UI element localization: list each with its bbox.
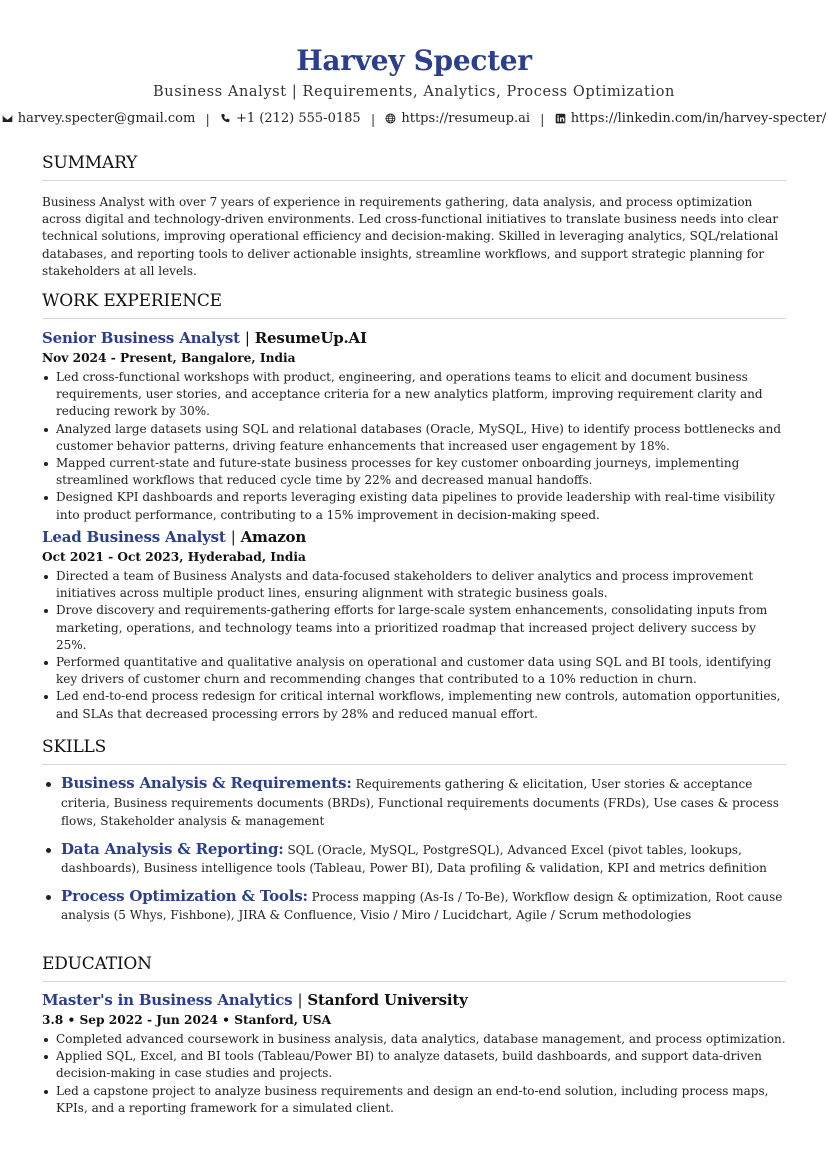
- list-item: Applied SQL, Excel, and BI tools (Tableau/Power BI) to analyze datasets, build dashboards, and support data-driven decision-making in case studies and projects.: [42, 1048, 786, 1082]
- list-item: Led a capstone project to analyze business requirements and design an end-to-end solution, including process maps, KPIs, and a reporting framework for a simulated client.: [42, 1083, 786, 1117]
- list-item: Mapped current-state and future-state business processes for key customer onboarding journeys, implementing streamlined workflows that reduced cycle time by 22% and decreased manual handoffs.: [42, 455, 786, 489]
- list-item: Designed KPI dashboards and reports leveraging existing data pipelines to provide leadership with real-time visibility into product performance, contributing to a 15% improvement in decision-making speed.: [42, 489, 786, 523]
- linkedin-text: https://linkedin.com/in/harvey-specter/: [570, 111, 827, 126]
- skill-item: [42, 774, 786, 831]
- degree-line: [42, 991, 786, 1009]
- degree-separator: |: [297, 991, 303, 1009]
- list-item: Led end-to-end process redesign for critical internal workflows, implementing new controls, automation opportunities, and SLAs that decreased processing errors by 28% and reduced manual effort.: [42, 688, 786, 722]
- phone-text: +1 (212) 555-0185: [235, 111, 361, 126]
- email-text: harvey.specter@gmail.com: [17, 111, 196, 126]
- website-text: https://resumeup.ai: [401, 111, 531, 126]
- job-role: Senior Business Analyst: [42, 329, 240, 347]
- job-entry: [42, 528, 786, 723]
- skill-detail: Requirements gathering & elicitation, User stories & acceptance criteria, Business requirements documents (BRDs), Functional requirements documents (FRDs), Use cases & process flows, Stakeholder analysis & management: [61, 777, 779, 828]
- education-meta: 3.8 • Sep 2022 - Jun 2024 • Stanford, USA: [42, 1013, 332, 1027]
- contact-separator: |: [205, 113, 210, 128]
- skill-detail: Process mapping (As-Is / To-Be), Workflow design & optimization, Root cause analysis (5 Whys, Fishbone), JIRA & Confluence, Visio / Miro / Lucidchart, Agile / Scrum methodologies: [61, 889, 783, 922]
- degree-name: Master's in Business Analytics: [42, 991, 293, 1009]
- job-company: ResumeUp.AI: [254, 329, 367, 347]
- skill-detail: SQL (Oracle, MySQL, PostgreSQL), Advanced Excel (pivot tables, lookups, dashboards), Business intelligence tools (Tableau, Power BI), Data profiling & validation, KPI and metrics definition: [61, 842, 767, 875]
- candidate-name: Harvey Specter: [296, 44, 532, 77]
- job-entry: [42, 329, 786, 524]
- skill-item: [42, 887, 786, 925]
- contact-separator: |: [540, 113, 545, 128]
- contact-linkedin[interactable]: [555, 111, 827, 126]
- section-title-experience: WORK EXPERIENCE: [42, 291, 786, 319]
- job-title-line: [42, 528, 786, 546]
- list-item: Performed quantitative and qualitative analysis on operational and customer data using SQL and BI tools, identifying key drivers of customer churn and recommending changes that contributed to a 10% reduction in churn.: [42, 654, 786, 688]
- contact-separator: |: [370, 113, 376, 128]
- job-meta: Oct 2021 - Oct 2023, Hyderabad, India: [42, 550, 306, 564]
- job-bullets: [42, 568, 786, 723]
- education-entry: [42, 991, 786, 1117]
- skills-list: [42, 774, 786, 934]
- list-item: Drove discovery and requirements-gathering efforts for large-scale system enhancements, consolidating inputs from marketing, operations, and technology teams into a prioritized roadmap that increased project delivery success by 25%.: [42, 602, 786, 654]
- job-title-line: [42, 329, 786, 347]
- contact-website[interactable]: [385, 111, 530, 126]
- globe-icon: [385, 113, 396, 124]
- job-bullets: [42, 369, 786, 524]
- job-separator: |: [230, 528, 236, 546]
- education-bullets: [42, 1031, 786, 1117]
- section-title-education: EDUCATION: [42, 954, 786, 982]
- school-name: Stanford University: [307, 991, 468, 1009]
- contact-phone[interactable]: [220, 111, 361, 126]
- list-item: Directed a team of Business Analysts and data-focused stakeholders to deliver analytics and process improvement initiatives across multiple product lines, ensuring alignment with strategic business goals.: [42, 568, 786, 602]
- skill-category: Process Optimization & Tools:: [61, 886, 308, 905]
- section-title-summary: SUMMARY: [42, 153, 786, 181]
- skill-item: [42, 840, 786, 878]
- linkedin-icon: [555, 113, 566, 124]
- job-company: Amazon: [240, 528, 307, 546]
- job-role: Lead Business Analyst: [42, 528, 226, 546]
- skill-category: Business Analysis & Requirements:: [61, 774, 352, 792]
- contact-email[interactable]: [2, 111, 196, 126]
- summary-text: Business Analyst with over 7 years of experience in requirements gathering, data analysis, and process optimization across digital and technology-driven environments. Led cross-functional initiatives to translate business needs into clear technical solutions, improving operational efficiency and decision-making. Skilled in leveraging analytics, SQL/relational databases, and reporting tools to deliver actionable insights, streamline workflows, and support strategic planning for stakeholders at all levels.: [42, 195, 779, 278]
- section-title-skills: SKILLS: [42, 737, 786, 765]
- list-item: Analyzed large datasets using SQL and relational databases (Oracle, MySQL, Hive) to identify process bottlenecks and customer behavior patterns, driving feature enhancements that increased user engagement by 18%.: [42, 421, 786, 455]
- phone-icon: [220, 113, 231, 124]
- envelope-icon: [2, 113, 13, 124]
- candidate-tagline: Business Analyst | Requirements, Analytics, Process Optimization: [153, 84, 675, 100]
- job-meta: Nov 2024 - Present, Bangalore, India: [42, 351, 296, 365]
- job-separator: |: [244, 329, 250, 347]
- skill-category: Data Analysis & Reporting:: [61, 839, 284, 858]
- list-item: Led cross-functional workshops with product, engineering, and operations teams to elicit and document business requirements, user stories, and acceptance criteria for a new analytics platform, improving requirement clarity and reducing rework by 30%.: [42, 369, 786, 421]
- list-item: Completed advanced coursework in business analysis, data analytics, database management, and process optimization.: [42, 1031, 786, 1048]
- contact-line: [0, 111, 828, 128]
